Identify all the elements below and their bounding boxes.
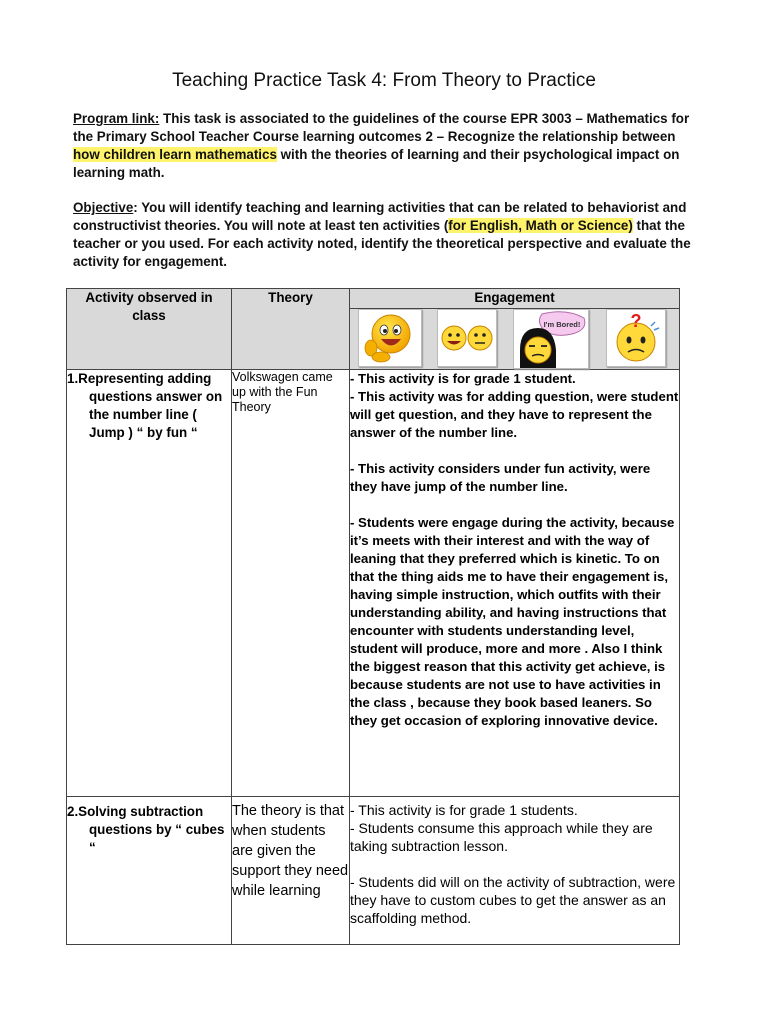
row2-activity xyxy=(67,797,232,945)
table-header-row xyxy=(67,289,680,370)
page-title: Teaching Practice Task 4: From Theory to Practice xyxy=(172,70,596,91)
row1-engagement-p2: - This activity considers under fun activity, were they have jump of the number line. xyxy=(350,461,651,494)
row2-theory: The theory is that when students are given the support they need while learning xyxy=(232,797,350,945)
row1-theory: Volkswagen came up with the Fun Theory xyxy=(232,370,350,797)
row1-engagement-p3: - Students were engage during the activity, because it’s meets with their interest and with the way of leaning that they preferred which is kinetic. To on that the thing aids me to have their engagement is, having simple instruction, which outfits with their understanding ability, and having instructions that encounter with students understanding level, student will produce, more and more . Also I think the biggest reason that this activity get achieve, is because students are not use to have activities in the class , because they book based leaners. So they get occasion of exploring innovative device. xyxy=(350,515,675,728)
row2-activity-first: 2.Solving subtraction xyxy=(67,804,204,819)
engagement-faces xyxy=(350,309,679,369)
header-engagement xyxy=(350,289,680,370)
table-row xyxy=(67,370,680,797)
row2-engagement-p2: - Students did will on the activity of subtraction, were they have to custom cubes to get the answer as an scaffolding method. xyxy=(350,874,676,926)
header-theory xyxy=(232,289,350,370)
row2-activity-rest: questions by “ cubes “ xyxy=(89,822,225,855)
program-text-end: with the theories of learning and their psychological impact on learning math. xyxy=(73,147,680,180)
program-text-start: This task is associated to the guidelines of the course EPR 3003 – Mathematics for the Primary School Teacher Course learning outcomes 2 – Recognize the relationship between xyxy=(73,111,690,144)
objective-label: Objective xyxy=(73,200,134,215)
objective-text-end: that the teacher or you used. For each activity noted, identify the theoretical perspective and evaluate the activity for engagement. xyxy=(73,218,691,269)
row2-engagement-p1: - This activity is for grade 1 students. - Students consume this approach while they are taking subtraction lesson. xyxy=(350,802,653,854)
header-engagement-text: Engagement xyxy=(350,289,679,309)
row2-engagement xyxy=(350,797,680,945)
row1-activity xyxy=(67,370,232,797)
objective-paragraph xyxy=(73,199,698,271)
bored-speech-text: I'm Bored! xyxy=(543,320,581,329)
objective-text-start: : You will identify teaching and learning activities that can be related to behaviorist and constructivist theories. You will note at least ten activities ( xyxy=(73,200,687,233)
table-row xyxy=(67,797,680,945)
program-link-label: Program link: xyxy=(73,111,160,126)
objective-highlight: for English, Math or Science) xyxy=(448,218,633,233)
program-highlight: how children learn mathematics xyxy=(73,147,277,162)
program-link-paragraph xyxy=(73,110,698,182)
header-theory-text: Theory xyxy=(268,290,313,305)
bored-face-icon xyxy=(513,309,589,369)
excited-face-icon xyxy=(358,309,422,367)
header-activity-text: Activity observed in class xyxy=(85,290,213,323)
row1-engagement xyxy=(350,370,680,797)
activity-table xyxy=(66,288,680,945)
header-activity xyxy=(67,289,232,370)
confused-face-icon xyxy=(606,309,666,367)
row1-engagement-p1: - This activity is for grade 1 student. - This activity was for adding question, were student will get question, and they have to represent the answer of the number line. xyxy=(350,371,679,440)
row1-activity-rest: questions answer on the number line ( Jump ) “ by fun “ xyxy=(89,389,223,440)
svg-text:?: ? xyxy=(630,311,642,331)
happy-neutral-faces-icon xyxy=(437,309,497,367)
row1-activity-first: 1.Representing adding xyxy=(67,371,212,386)
